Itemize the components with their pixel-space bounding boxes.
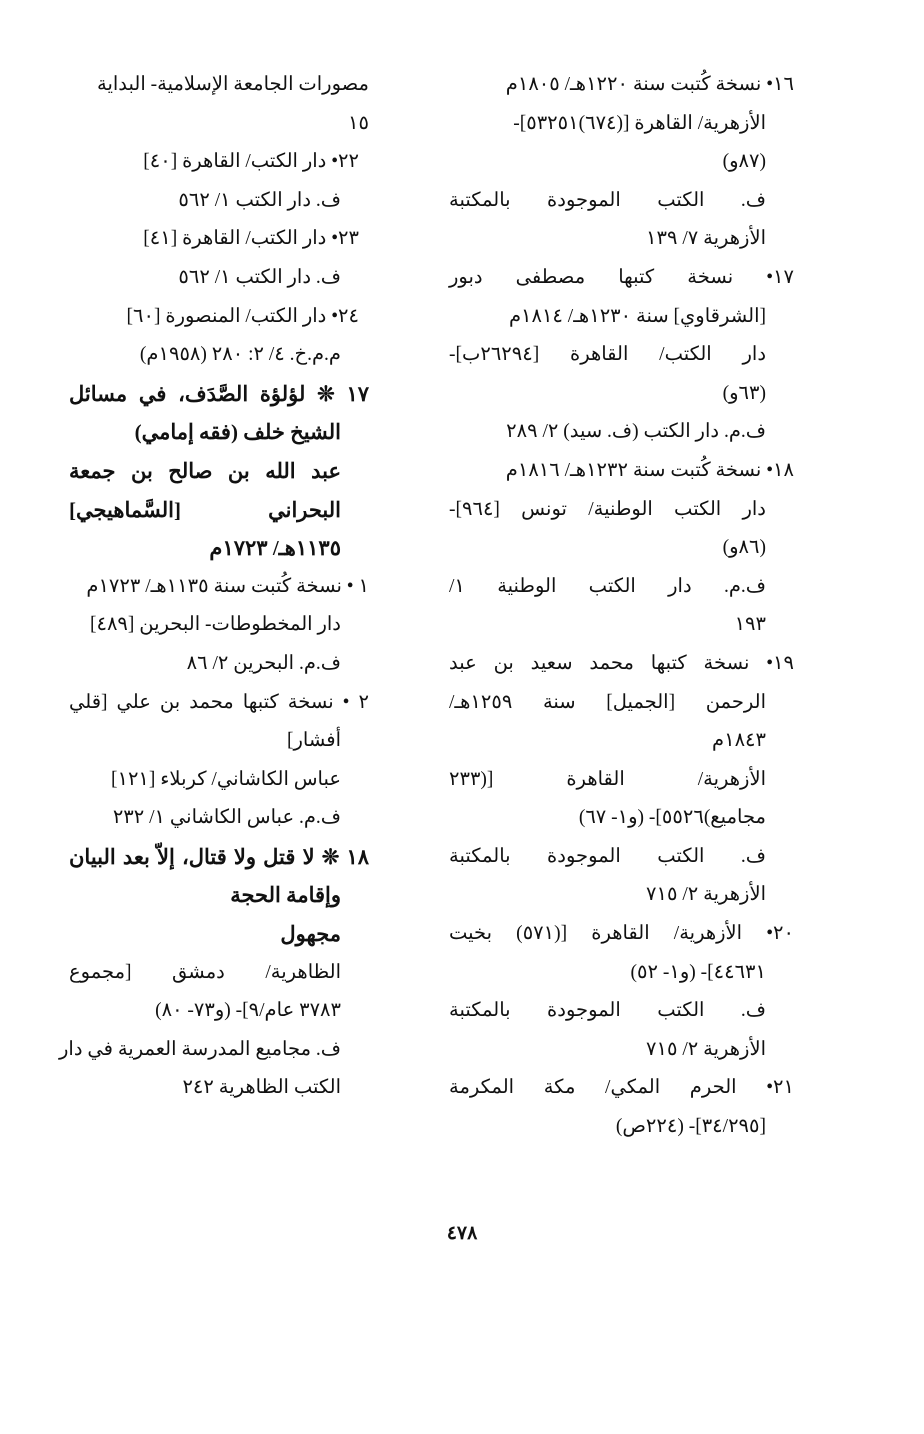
text-line: ٣٧٨٣ عام/٩]- (و٧٣- ٨٠) — [155, 1000, 341, 1022]
page-number: ٤٧٨ — [446, 1223, 478, 1244]
text-line: البحراني [السَّماهيجي] — [69, 497, 341, 522]
text-line: دار المخطوطات- البحرين [٤٨٩] — [89, 614, 341, 636]
text-line: ١٨ ❊ لا قتل ولا قتال، إلاّ بعد البيان — [69, 844, 369, 869]
text-line: الكتب الظاهرية ٢٤٢ — [182, 1077, 341, 1099]
text-line: ف. دار الكتب ١/ ٥٦٢ — [178, 189, 341, 211]
text-line: (٨٦و) — [722, 537, 766, 559]
text-line: ١٧• نسخة كتبها مصطفى دبور — [449, 266, 794, 288]
text-line: الأزهرية ٧/ ١٣٩ — [646, 228, 766, 250]
text-line: ١٨٤٣م — [712, 730, 766, 752]
text-line: الأزهرية ٢/ ٧١٥ — [646, 1038, 766, 1060]
right-column — [449, 66, 794, 1147]
text-line: ١ • نسخة كُتبت سنة ١١٣٥هـ/ ١٧٢٣م — [86, 575, 369, 597]
text-line: ١١٣٥هـ/ ١٧٢٣م — [209, 536, 341, 561]
text-line: مصورات الجامعة الإسلامية- البداية — [96, 74, 369, 95]
text-line: ١٥ — [348, 112, 369, 134]
text-line: ف. الكتب الموجودة بالمكتبة — [449, 845, 766, 867]
text-line: ٤٤٦٣١]- (و١- ٥٢) — [630, 961, 766, 983]
text-line: [الشرقاوي] سنة ١٢٣٠هـ/ ١٨١٤م — [508, 305, 766, 327]
text-line: الأزهرية ٢/ ٧١٥ — [646, 884, 766, 906]
text-line: ف. مجاميع المدرسة العمرية في دار — [59, 1038, 341, 1060]
text-line: مجهول — [280, 922, 341, 947]
text-line: الشيخ خلف (فقه إمامي) — [134, 420, 341, 445]
text-line: ف.م. دار الكتب (ف. سيد) ٢/ ٢٨٩ — [506, 421, 766, 443]
text-line: ٢٣• دار الكتب/ القاهرة [٤١] — [143, 228, 359, 250]
text-line: ١٧ ❊ لؤلؤة الصَّدَف، في مسائل — [69, 381, 369, 406]
text-line: ٢ • نسخة كتبها محمد بن علي [قلي — [69, 691, 369, 713]
text-line: الرحمن [الجميل] سنة ١٢٥٩هـ/ — [449, 691, 766, 713]
text-line: ٢٤• دار الكتب/ المنصورة [٦٠] — [126, 305, 359, 327]
text-line: ٢١• الحرم المكي/ مكة المكرمة — [449, 1077, 794, 1099]
text-line: دار الكتب/ القاهرة [٢٦٢٩٤ب]- — [449, 344, 766, 366]
text-line: ف.م. دار الكتب الوطنية ١/ — [449, 575, 766, 597]
text-line: عبد الله بن صالح بن جمعة — [69, 458, 341, 483]
text-line: (٦٣و) — [722, 382, 766, 404]
text-line: الظاهرية/ دمشق [مجموع — [69, 961, 341, 983]
text-line: ف. الكتب الموجودة بالمكتبة — [449, 189, 766, 211]
text-line: ١٩• نسخة كتبها محمد سعيد بن عبد — [449, 652, 794, 674]
text-line: [٣٤/٢٩٥]- (٢٢٤ص) — [615, 1116, 766, 1138]
text-line: دار الكتب الوطنية/ تونس [٩٦٤]- — [449, 498, 766, 520]
text-line: ف. دار الكتب ١/ ٥٦٢ — [178, 266, 341, 288]
text-line: عباس الكاشاني/ كربلاء [١٢١] — [110, 768, 341, 790]
left-column — [59, 66, 369, 1108]
text-line: أفشار] — [287, 730, 341, 752]
text-line: مجاميع)٥٥٢٦]- (و١- ٦٧) — [578, 807, 766, 829]
text-line: ١٩٣ — [734, 614, 766, 636]
text-line: الأزهرية/ القاهرة [(٢٣٣ — [449, 768, 766, 790]
text-line: ١٨• نسخة كُتبت سنة ١٢٣٢هـ/ ١٨١٦م — [505, 459, 794, 481]
text-line: الأزهرية/ القاهرة [(٦٧٤)٥٣٢٥١]- — [513, 112, 766, 134]
text-line: م.م.خ. ٤/ ٢: ٢٨٠ (١٩٥٨م) — [139, 344, 341, 366]
text-line: (٨٧و) — [722, 151, 766, 173]
text-line: ٢٠• الأزهرية/ القاهرة [(٥٧١) بخيت — [449, 923, 794, 945]
text-line: ف.م. عباس الكاشاني ١/ ٢٣٢ — [112, 807, 341, 829]
text-line: ف.م. البحرين ٢/ ٨٦ — [186, 652, 341, 674]
text-line: ف. الكتب الموجودة بالمكتبة — [449, 1000, 766, 1022]
text-line: ٢٢• دار الكتب/ القاهرة [٤٠] — [143, 151, 359, 173]
text-line: ١٦• نسخة كُتبت سنة ١٢٢٠هـ/ ١٨٠٥م — [505, 74, 794, 95]
text-line: وإقامة الحجة — [230, 883, 341, 908]
